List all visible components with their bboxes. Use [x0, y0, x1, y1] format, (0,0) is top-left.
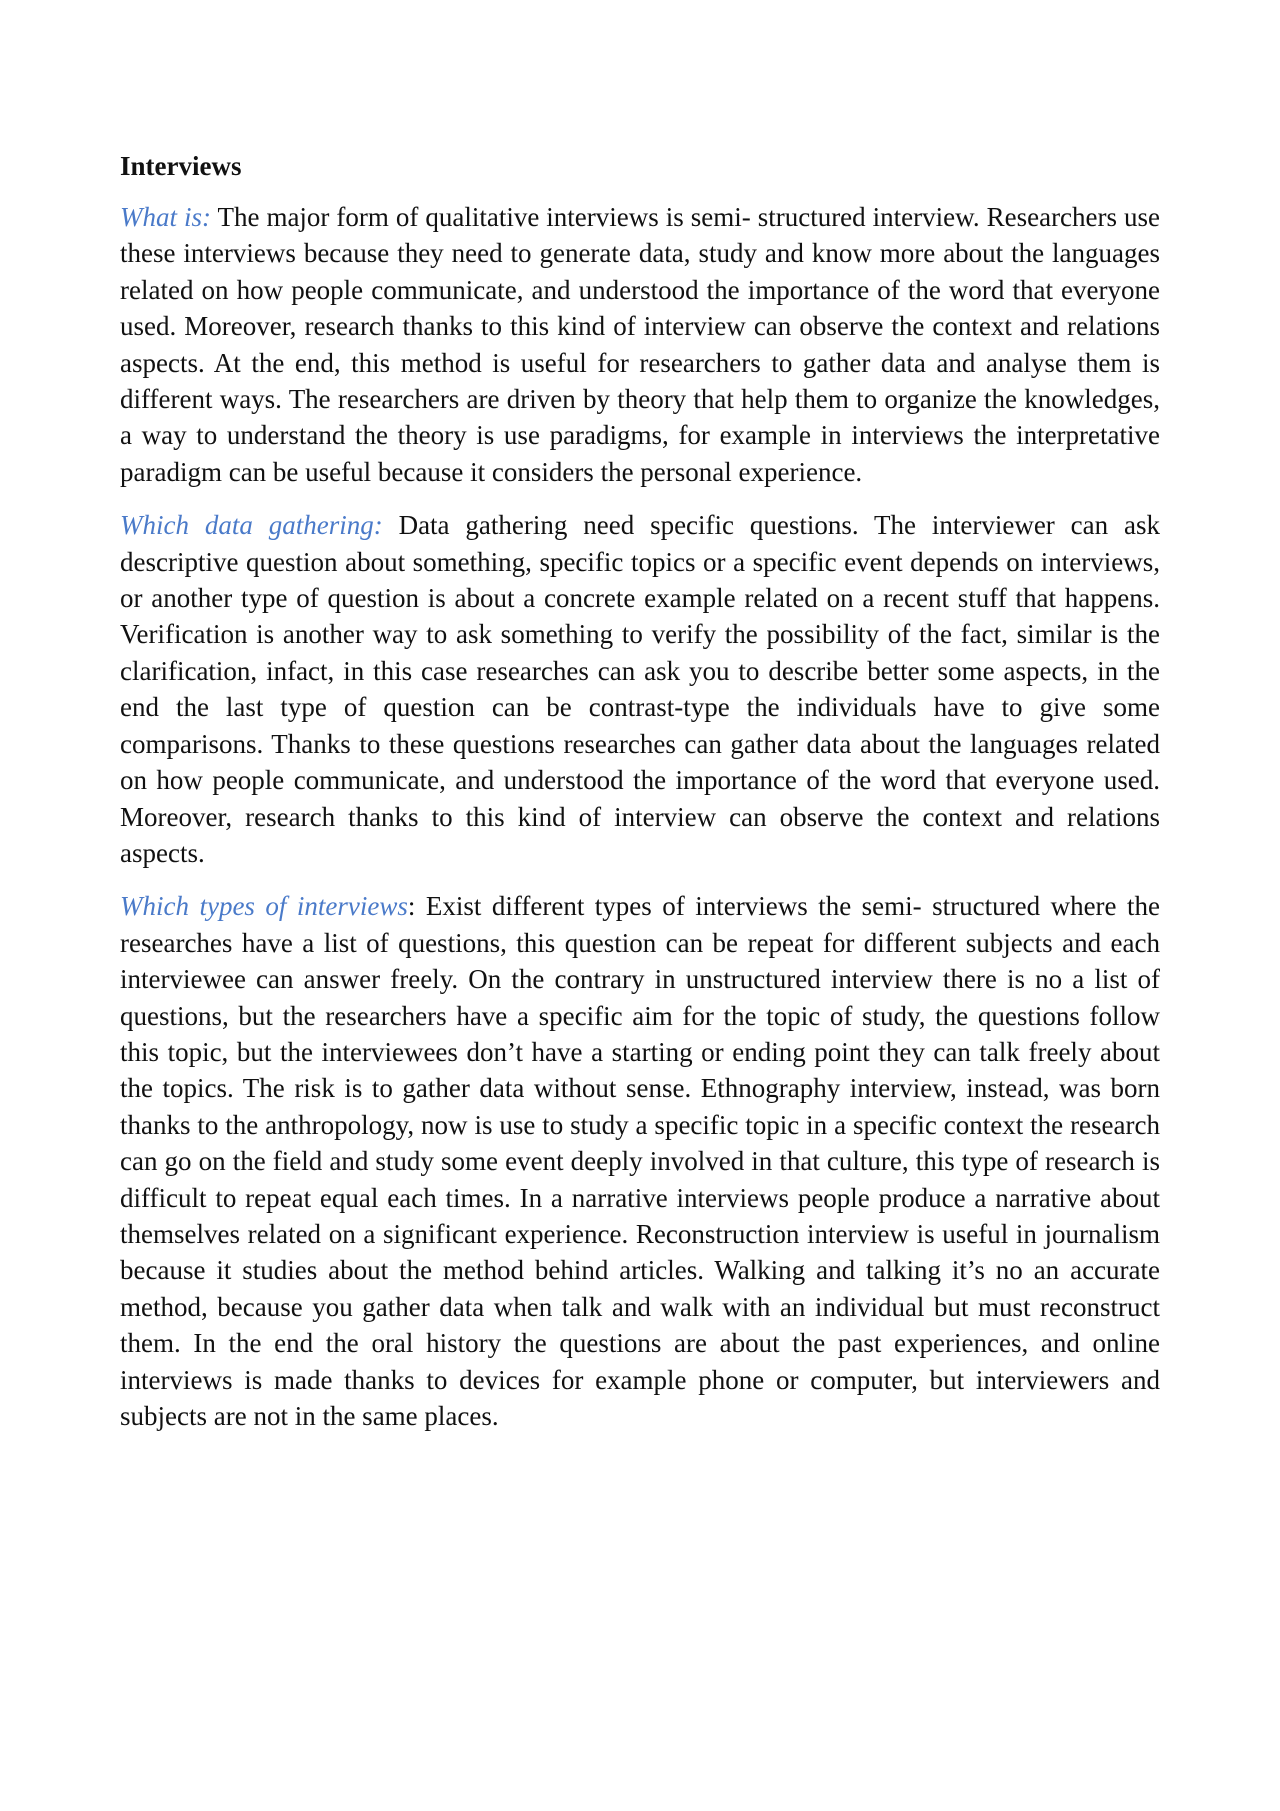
- section-body: Data gathering need specific questions. The interviewer can ask descriptive question about something, specific topics or a specific event depends on interviews, or another type of question is about a concrete example related on a recent stuff that happens. Verification is another way to ask something to verify the possibility of the fact, similar is the clarification, infact, in this case researches can ask you to describe better some aspects, in the end the last type of question can be contrast-type the individuals have to give some comparisons. Thanks to these questions researches can gather data about the languages related on how people communicate, and understood the importance of the word that everyone used. Moreover, research thanks to this kind of interview can observe the context and relations aspects.: [120, 510, 1160, 868]
- section-body: The major form of qualitative interviews is semi- structured interview. Researchers use these interviews because they need to generate data, study and know more about the languages related on how people communicate, and understood the importance of the word that everyone used. Moreover, research thanks to this kind of interview can observe the context and relations aspects. At the end, this method is useful for researchers to gather data and analyse them is different ways. The researchers are driven by theory that help them to organize the knowledges, a way to understand the theory is use paradigms, for example in interviews the interpretative paradigm can be useful because it considers the personal experience.: [120, 202, 1160, 487]
- section-types-of-interviews: [120, 888, 1160, 1434]
- section-what-is: [120, 199, 1160, 490]
- document-title: Interviews: [120, 151, 242, 181]
- section-lead: Which types of interviews: [120, 891, 408, 922]
- section-lead: What is:: [120, 202, 211, 232]
- document-page: [120, 148, 1160, 1451]
- section-lead: Which data gathering:: [120, 510, 383, 541]
- section-data-gathering: [120, 507, 1160, 871]
- section-body: : Exist different types of interviews the semi- structured where the researches have a list of questions, this question can be repeat for different subjects and each interviewee can answer freely. On the contrary in unstructured interview there is no a list of questions, but the researchers have a specific aim for the topic of study, the questions follow this topic, but the interviewees don’t have a starting or ending point they can talk freely about the topics. The risk is to gather data without sense. Ethnography interview, instead, was born thanks to the anthropology, now is use to study a specific topic in a specific context the research can go on the field and study some event deeply involved in that culture, this type of research is difficult to repeat equal each times. In a narrative interviews people produce a narrative about themselves related on a significant experience. Reconstruction interview is useful in journalism because it studies about the method behind articles. Walking and talking it’s no an accurate method, because you gather data when talk and walk with an individual but must reconstruct them. In the end the oral history the questions are about the past experiences, and online interviews is made thanks to devices for example phone or computer, but interviewers and subjects are not in the same places.: [120, 891, 1160, 1431]
